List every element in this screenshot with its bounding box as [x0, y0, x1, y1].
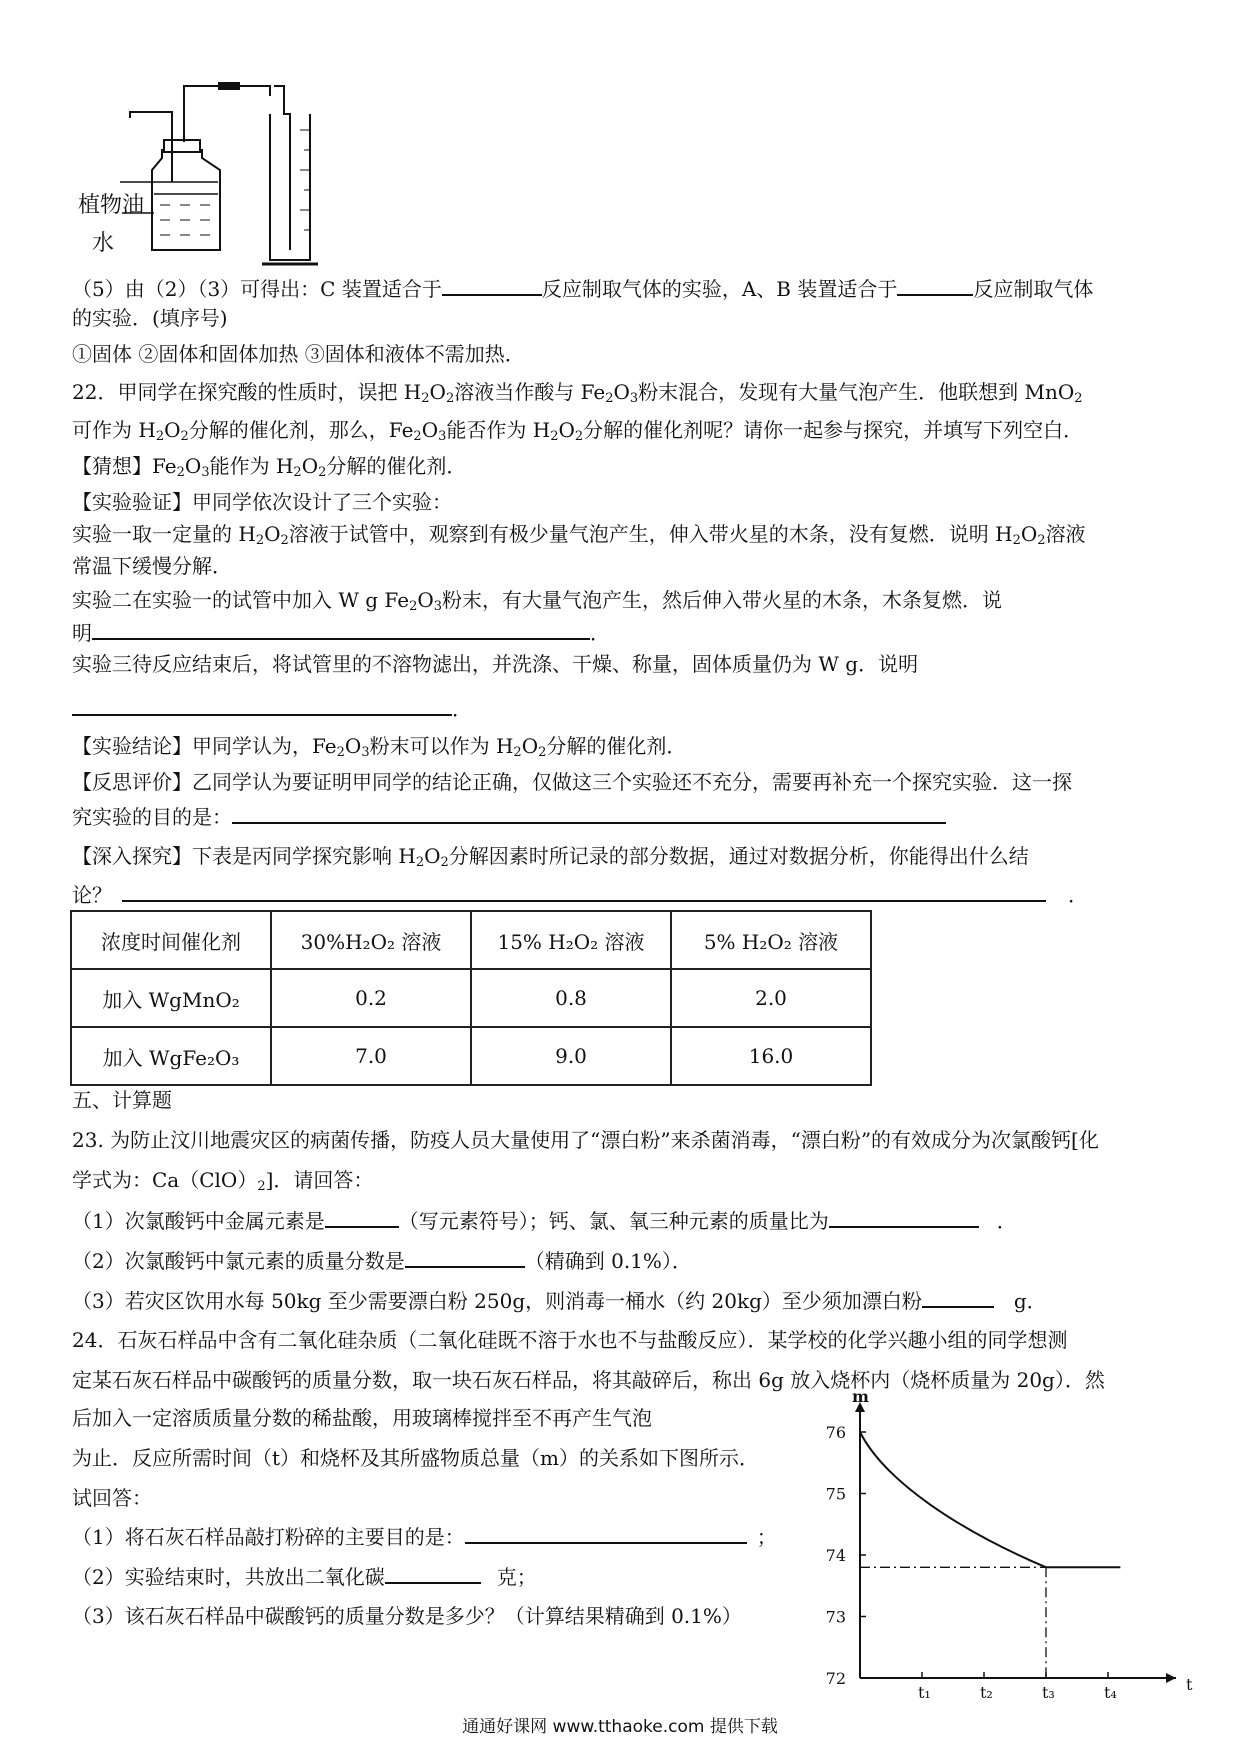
q22-reflect-2: 究实验的目的是： — [72, 802, 946, 831]
y-tick-label: 72 — [825, 1669, 846, 1688]
q21-5-blank-1[interactable] — [442, 274, 542, 296]
q23-blank-ratio[interactable] — [829, 1206, 979, 1228]
q24-blank-purpose[interactable] — [465, 1522, 747, 1544]
q22-exp3-blank[interactable] — [72, 694, 452, 716]
x-axis-arrow — [1166, 1673, 1176, 1683]
q22-intro-2: 可作为 $H_2O_2$分解的催化剂，那么，$Fe_2O_3$能否作为 $H_2O_2$分解的催化剂呢？请你一起参与探究，并填写下列空白． — [72, 418, 1084, 444]
table-cell: 7.0 — [271, 1027, 471, 1085]
table-cell: 0.2 — [271, 969, 471, 1027]
q21-5-line1: （5）由（2）（3）可得出：C 装置适合于 反应制取气体的实验，A、B 装置适合于 反应制取气体 — [72, 274, 1093, 303]
q22-guess: 【猜想】$Fe_2O_3$能作为 $H_2O_2$分解的催化剂． — [72, 454, 467, 480]
q23-part-3: （3）若灾区饮用水每 50kg 至少需要漂白粉 250g，则消毒一桶水（约 20kg）至少须加漂白粉 g． — [72, 1286, 1047, 1315]
y-tick-label: 74 — [825, 1546, 846, 1565]
q23-part-1: （1）次氯酸钙中金属元素是 （写元素符号）；钙、氯、氧三种元素的质量比为 ． — [72, 1206, 1017, 1235]
q22-exp2-cont: 明 ． — [72, 618, 610, 647]
x-axis-label: t — [1186, 1675, 1193, 1694]
table-header-cell: 5% H₂O₂ 溶液 — [671, 911, 871, 969]
q22-exp1-cont: 常温下缓慢分解． — [72, 554, 232, 578]
table-cell: 9.0 — [471, 1027, 671, 1085]
q22-exp3-cont: ． — [72, 694, 472, 723]
q21-5-options: ①固体 ②固体和固体加热 ③固体和液体不需加热． — [72, 342, 525, 366]
q22-deep-2: 论？ ． — [72, 880, 1088, 909]
x-tick-label: t₁ — [918, 1683, 931, 1702]
q22-intro-1: 22．甲同学在探究酸的性质时，误把 $H_2O_2$溶液当作酸与 $Fe_2O_3$粉末混合，发现有大量气泡产生．他联想到 MnO$_2$ — [72, 380, 1083, 406]
table-header-cell: 30%H₂O₂ 溶液 — [271, 911, 471, 969]
q22-exp3: 实验三待反应结束后，将试管里的不溶物滤出，并洗涤、干燥、称量，固体质量仍为 W g．说明 — [72, 652, 919, 676]
label-water: 水 — [92, 231, 115, 256]
q23-blank-fraction[interactable] — [405, 1246, 525, 1268]
table-header-cell: 浓度时间催化剂 — [71, 911, 271, 969]
x-tick-label: t₂ — [980, 1683, 993, 1702]
q24-part-2: （2）实验结束时，共放出二氧化碳 克； — [72, 1562, 537, 1591]
table-row — [71, 969, 871, 1027]
q23-blank-mass[interactable] — [922, 1286, 994, 1308]
q22-exp2: 实验二在实验一的试管中加入 W g $Fe_2O_3$粉末，有大量气泡产生，然后伸入带火星的木条，木条复燃．说 — [72, 588, 1003, 614]
q23-blank-metal[interactable] — [325, 1206, 399, 1228]
y-tick-label: 76 — [825, 1423, 846, 1442]
q22-deep-blank[interactable] — [122, 880, 1046, 902]
q21-5-line2: 的实验．(填序号) — [72, 306, 228, 330]
q24-blank-co2[interactable] — [385, 1562, 481, 1584]
q24-part-1: （1）将石灰石样品敲打粉碎的主要目的是： ； — [72, 1522, 777, 1551]
x-tick-label: t₄ — [1104, 1683, 1117, 1702]
q24-intro-2: 定某石灰石样品中碳酸钙的质量分数，取一块石灰石样品，将其敲碎后，称出 6g 放入烧杯内（烧杯质量为 20g）．然 — [72, 1368, 1105, 1392]
mass-time-chart — [820, 1392, 1200, 1702]
q23-intro-1: 23. 为防止汶川地震灾区的病菌传播，防疫人员大量使用了“漂白粉”来杀菌消毒，“漂白粉”的有效成分为次氯酸钙[化 — [72, 1128, 1099, 1152]
data-table — [70, 910, 872, 1086]
table-header-cell: 15% H₂O₂ 溶液 — [471, 911, 671, 969]
table-cell: 16.0 — [671, 1027, 871, 1085]
y-tick-label: 73 — [825, 1607, 846, 1627]
q24-intro-4: 为止．反应所需时间（t）和烧杯及其所盛物质总量（m）的关系如下图所示． — [72, 1446, 760, 1470]
table-cell: 加入 WgFe₂O₃ — [71, 1027, 271, 1085]
table-row — [71, 1027, 871, 1085]
y-axis-label: m — [852, 1392, 869, 1406]
decay-curve — [860, 1432, 1046, 1567]
q22-verify: 【实验验证】甲同学依次设计了三个实验： — [72, 490, 452, 514]
q22-reflect-1: 【反思评价】乙同学认为要证明甲同学的结论正确，仅做这三个实验还不充分，需要再补充一个探究实验．这一探 — [72, 770, 1072, 794]
q24-intro-5: 试回答： — [72, 1486, 152, 1510]
q24-intro-1: 24．石灰石样品中含有二氧化硅杂质（二氧化硅既不溶于水也不与盐酸反应）．某学校的化学兴趣小组的同学想测 — [72, 1328, 1068, 1352]
q22-reflect-blank[interactable] — [232, 802, 946, 824]
table-header-row — [71, 911, 871, 969]
footer: 通通好课网 www.tthaoke.com 提供下载 — [462, 1717, 778, 1737]
table-cell: 2.0 — [671, 969, 871, 1027]
table-cell: 加入 WgMnO₂ — [71, 969, 271, 1027]
q23-intro-2: 学式为：$Ca(ClO)_2$]．请回答： — [72, 1168, 374, 1194]
q23-part-2: （2）次氯酸钙中氯元素的质量分数是 （精确到 0.1%）． — [72, 1246, 692, 1275]
q22-exp1: 实验一取一定量的 $H_2O_2$溶液于试管中，观察到有极少量气泡产生，伸入带火星的木条，没有复燃．说明 $H_2O_2$溶液 — [72, 522, 1086, 548]
q21-5-blank-2[interactable] — [897, 274, 973, 296]
section-title: 五、计算题 — [72, 1088, 172, 1112]
q22-exp2-blank[interactable] — [92, 618, 590, 640]
apparatus-diagram — [70, 70, 370, 270]
q24-intro-3: 后加入一定溶质质量分数的稀盐酸，用玻璃棒搅拌至不再产生气泡 — [72, 1406, 652, 1430]
y-tick-label: 75 — [825, 1484, 846, 1504]
x-tick-label: t₃ — [1042, 1683, 1055, 1702]
q22-conclusion: 【实验结论】甲同学认为，$Fe_2O_3$粉末可以作为 $H_2O_2$分解的催化剂． — [72, 734, 687, 760]
q24-part-3: （3）该石灰石样品中碳酸钙的质量分数是多少？（计算结果精确到 0.1%） — [72, 1604, 742, 1628]
table-cell: 0.8 — [471, 969, 671, 1027]
label-oil: 植物油 — [78, 193, 145, 218]
q22-deep-1: 【深入探究】下表是丙同学探究影响 $H_2O_2$分解因素时所记录的部分数据，通过对数据分析，你能得出什么结 — [72, 844, 1029, 870]
